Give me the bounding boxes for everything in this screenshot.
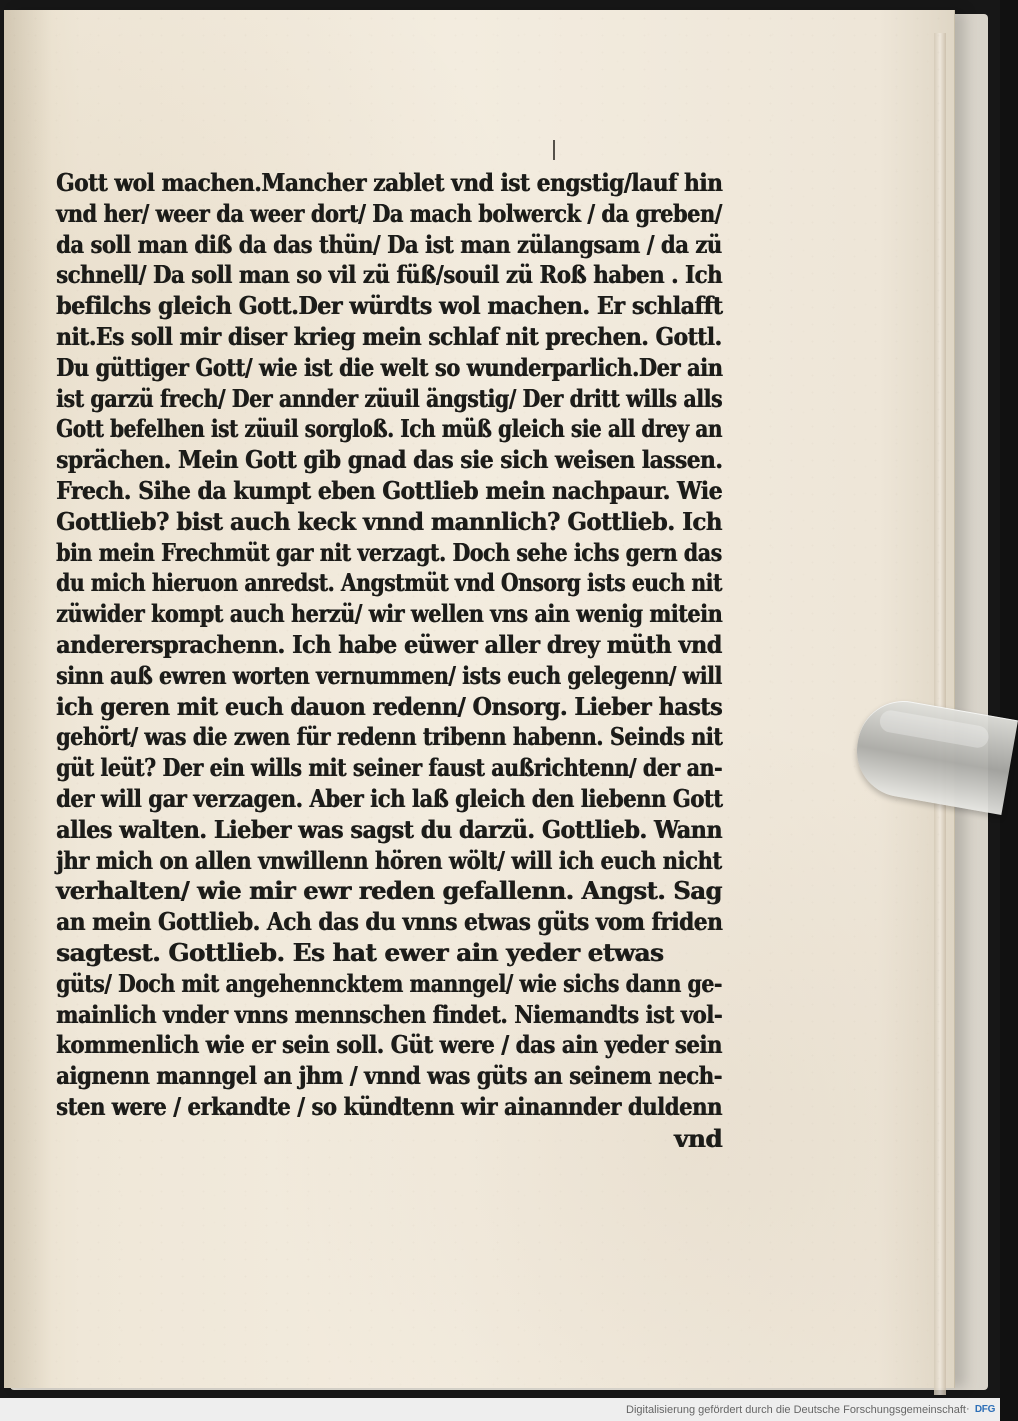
text-line: vnd her/ weer da weer dort/ Da mach bolwerck / da greben/ (56, 198, 722, 228)
text-line: da soll man diß da das thün/ Da ist man zülangsam / da zü (56, 229, 722, 259)
text-line: gehört/ was die zwen für redenn tribenn habenn. Seinds nit (56, 722, 723, 752)
text-line: kommenlich wie er sein soll. Güt were / das ain yeder sein (56, 1030, 722, 1060)
top-marker (553, 140, 555, 160)
text-line: jhr mich on allen vnwillenn hören wölt/ will ich euch nicht (56, 845, 722, 875)
digitization-credit-text: Digitalisierung gefördert durch die Deutsche Forschungsgemeinschaft (626, 1404, 966, 1416)
text-line: züwider kompt auch herzü/ wir wellen vns ain wenig mitein (56, 599, 723, 629)
text-line: Gott befelhen ist züuil sorgloß. Ich müß gleich sie all drey an (56, 414, 722, 444)
text-line: sinn auß ewren worten vernummen/ ists euch gelegenn/ will (56, 660, 722, 690)
catchword: vnd (673, 1123, 722, 1153)
text-line: befilchs gleich Gott.Der würdts wol machen. Er schlafft (56, 291, 723, 321)
text-line: aignenn manngel an jhm / vnnd was güts an seinem nech- (56, 1061, 722, 1091)
text-line: sagtest. Gottlieb. Es hat ewer ain yeder etwas (56, 937, 664, 967)
text-line: Gottlieb? bist auch keck vnnd mannlich? Gottlieb. Ich (56, 506, 722, 536)
text-lines (56, 168, 722, 1123)
text-line: ist garzü frech/ Der annder züuil ängstig/ Der dritt wills alls (56, 383, 723, 413)
text-line: nit.Es soll mir diser krieg mein schlaf nit prechen. Gottl. (56, 321, 722, 351)
text-line: du mich hieruon anredst. Angstmüt vnd Onsorg ists euch nit (56, 568, 722, 598)
printed-page (4, 10, 955, 1388)
text-line: Gott wol machen.Mancher zablet vnd ist engstig/lauf hin (56, 168, 723, 197)
dfg-logo: DFG (974, 1404, 996, 1415)
text-line: schnell/ Da soll man so vil zü füß/souil zü Roß haben . Ich (56, 260, 722, 290)
credit-separator: · (966, 1403, 970, 1415)
text-line: ich geren mit euch dauon redenn/ Onsorg. Lieber hasts (56, 691, 722, 721)
text-line: bin mein Frechmüt gar nit verzagt. Doch sehe ichs gern das (56, 537, 722, 567)
text-line: sten were / erkandte / so kündtenn wir ainannder duldenn (56, 1091, 722, 1121)
text-line: Du güttiger Gott/ wie ist die welt so wunderparlich.Der ain (56, 352, 723, 382)
text-line: sprächen. Mein Gott gib gnad das sie sich weisen lassen. (56, 445, 723, 475)
text-line: an mein Gottlieb. Ach das du vnns etwas güts vom friden (56, 907, 723, 937)
text-line: alles walten. Lieber was sagst du darzü. Gottlieb. Wann (56, 814, 722, 844)
text-line: mainlich vnder vnns mennschen findet. Niemandts ist vol- (56, 999, 723, 1029)
text-line: Frech. Sihe da kumpt eben Gottlieb mein nachpaur. Wie (56, 475, 723, 505)
text-line: verhalten/ wie mir ewr reden gefallenn. Angst. Sag (56, 876, 722, 906)
text-line: anderersprachenn. Ich habe eüwer aller drey müth vnd (56, 629, 722, 659)
fraktur-text-block (56, 168, 722, 1155)
text-line: güts/ Doch mit angehenncktem manngel/ wie sichs dann ge- (56, 968, 722, 998)
text-line: güt leüt? Der ein wills mit seiner faust außrichtenn/ der an- (56, 753, 722, 783)
text-line: der will gar verzagen. Aber ich laß gleich den liebenn Gott (56, 783, 723, 813)
